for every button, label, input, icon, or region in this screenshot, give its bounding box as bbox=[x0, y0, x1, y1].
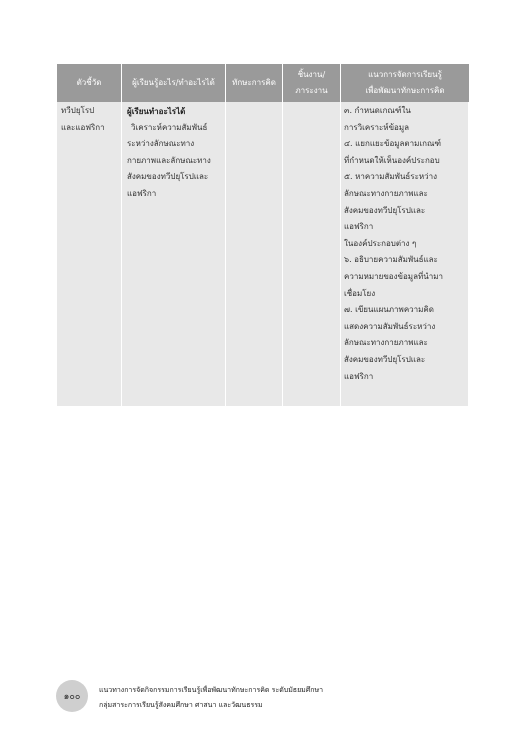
learners-line: ระหว่างลักษณะทาง bbox=[127, 139, 195, 149]
cell-work bbox=[283, 102, 341, 406]
indicator-line: และแอฟริกา bbox=[61, 122, 105, 132]
approach-line: ๖. อธิบายความสัมพันธ์และ bbox=[344, 255, 438, 265]
header-work: ชิ้นงาน/ ภาระงาน bbox=[283, 64, 341, 102]
header-what-learners-do: ผู้เรียนรู้อะไร/ทำอะไรได้ bbox=[122, 64, 226, 102]
header-thinking-skills: ทักษะการคิด bbox=[226, 64, 283, 102]
approach-line: ๓. กำหนดเกณฑ์ใน bbox=[344, 106, 411, 115]
approach-line: ๕. หาความสัมพันธ์ระหว่าง bbox=[344, 172, 438, 182]
table-header bbox=[57, 64, 469, 102]
running-footer bbox=[99, 683, 323, 713]
approach-line: แอฟริกา bbox=[344, 371, 374, 381]
header-approach: แนวการจัดการเรียนรู้ เพื่อพัฒนาทักษะการคิด bbox=[365, 70, 445, 95]
table-row bbox=[57, 102, 469, 406]
approach-line: ลักษณะทางกายภาพและ bbox=[344, 338, 428, 348]
cell-what-learners-do bbox=[122, 102, 226, 406]
curriculum-table bbox=[57, 64, 469, 406]
footer-line-1: แนวทางการจัดกิจกรรมการเรียนรู้เพื่อพัฒนาทักษะการคิด ระดับมัธยมศึกษา bbox=[99, 686, 324, 694]
footer-line-2: กลุ่มสาระการเรียนรู้สังคมศึกษา ศาสนา และวัฒนธรรม bbox=[99, 701, 263, 709]
approach-line: ๗. เขียนแผนภาพความคิด bbox=[344, 305, 434, 315]
header-indicator: ตัวชี้วัด bbox=[57, 64, 122, 102]
approach-line: เชื่อมโยง bbox=[344, 288, 376, 298]
page-number: ๑๐๐ bbox=[56, 680, 88, 712]
approach-line: แสดงความสัมพันธ์ระหว่าง bbox=[344, 321, 436, 331]
cell-approach bbox=[341, 102, 469, 406]
approach-line: ในองค์ประกอบต่าง ๆ bbox=[344, 238, 417, 248]
approach-line: การวิเคราะห์ข้อมูล bbox=[344, 122, 410, 132]
approach-line: สังคมของทวีปยุโรปและ bbox=[344, 205, 426, 215]
approach-line: ลักษณะทางกายภาพและ bbox=[344, 188, 428, 198]
approach-line: ที่กำหนดให้เห็นองค์ประกอบ bbox=[344, 155, 440, 165]
approach-line: แอฟริกา bbox=[344, 222, 374, 232]
learners-line: กายภาพและลักษณะทาง bbox=[127, 155, 211, 165]
learners-line: แอฟริกา bbox=[127, 188, 157, 198]
learners-line: สังคมของทวีปยุโรปและ bbox=[127, 172, 209, 182]
learners-line: วิเคราะห์ความสัมพันธ์ bbox=[131, 122, 208, 132]
learners-heading: ผู้เรียนทำอะไรได้ bbox=[127, 106, 186, 116]
approach-line: ๔. แยกแยะข้อมูลตามเกณฑ์ bbox=[344, 139, 442, 149]
cell-indicator bbox=[57, 102, 122, 406]
approach-line: สังคมของทวีปยุโรปและ bbox=[344, 354, 426, 364]
approach-line: ความหมายของข้อมูลที่นำมา bbox=[344, 271, 443, 281]
indicator-line: ทวีปยุโรป bbox=[61, 106, 95, 115]
cell-thinking-skills bbox=[226, 102, 283, 406]
